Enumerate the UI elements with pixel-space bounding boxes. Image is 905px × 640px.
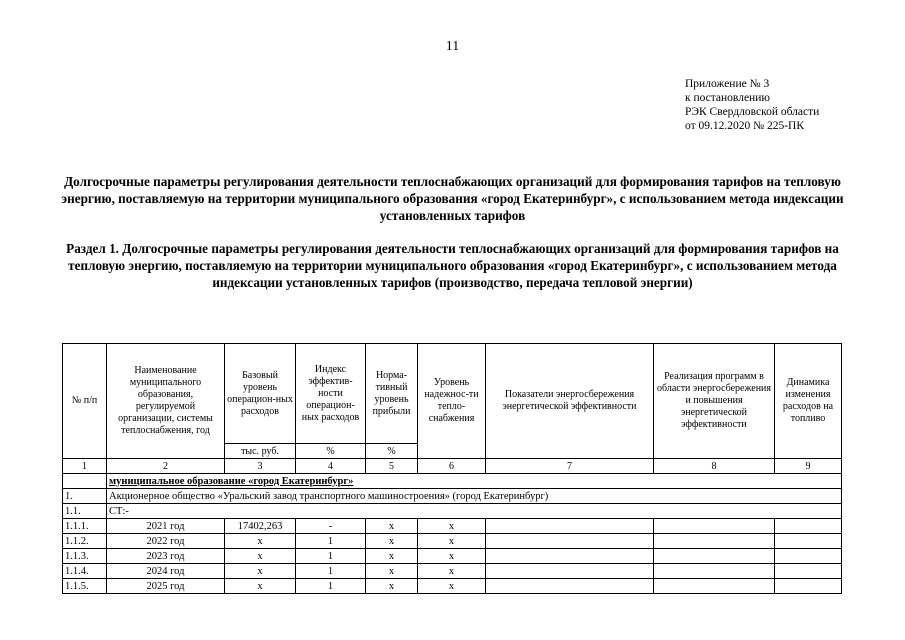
row-base-opex: х bbox=[225, 564, 296, 579]
table-row bbox=[63, 564, 842, 579]
row-base-opex: х bbox=[225, 579, 296, 594]
header-programs: Реализация программ в области энергосбережения и повышения энергетической эффективности bbox=[654, 344, 775, 459]
column-number: 1 bbox=[63, 459, 107, 474]
header-fuel-dynamics: Динамика изменения расходов на топливо bbox=[775, 344, 842, 459]
header-energy-saving: Показатели энергосбережения энергетической эффективности bbox=[486, 344, 654, 459]
row-number: 1.1.5. bbox=[63, 579, 107, 594]
header-efficiency-index: Индекс эффектив-ности операцион-ных расходов bbox=[296, 344, 366, 444]
row-reliability: х bbox=[418, 534, 486, 549]
row-reliability: х bbox=[418, 564, 486, 579]
row-year: 2025 год bbox=[107, 579, 225, 594]
row-year: 2022 год bbox=[107, 534, 225, 549]
unit-base-opex: тыс. руб. bbox=[225, 444, 296, 459]
appendix-line: от 09.12.2020 № 225-ПК bbox=[685, 120, 805, 132]
column-number: 3 bbox=[225, 459, 296, 474]
document-title: Долгосрочные параметры регулирования деятельности теплоснабжающих организаций для формирования тарифов на тепловую энергию, поставляемую на территории муниципального образования «город Екатеринбург», с использованием метода индексации установленных тарифов bbox=[61, 174, 844, 223]
row-number: 1.1.3. bbox=[63, 549, 107, 564]
row-efficiency-index: 1 bbox=[296, 534, 366, 549]
header-reliability: Уровень надежнос-ти тепло-снабжения bbox=[418, 344, 486, 459]
unit-efficiency-index: % bbox=[296, 444, 366, 459]
row-profit-level: х bbox=[366, 519, 418, 534]
row-reliability: х bbox=[418, 549, 486, 564]
org-name: Акционерное общество «Уральский завод транспортного машиностроения» (город Екатеринбург) bbox=[107, 489, 842, 504]
row-reliability: х bbox=[418, 519, 486, 534]
table-row bbox=[63, 579, 842, 594]
column-number: 7 bbox=[486, 459, 654, 474]
row-efficiency-index: 1 bbox=[296, 549, 366, 564]
column-number: 8 bbox=[654, 459, 775, 474]
row-year: 2021 год bbox=[107, 519, 225, 534]
column-number: 4 bbox=[296, 459, 366, 474]
appendix-line: к постановлению bbox=[685, 92, 770, 104]
row-number: 1.1.2. bbox=[63, 534, 107, 549]
table-row bbox=[63, 534, 842, 549]
row-efficiency-index: 1 bbox=[296, 579, 366, 594]
row-profit-level: х bbox=[366, 549, 418, 564]
appendix-line: Приложение № 3 bbox=[685, 78, 770, 90]
row-base-opex: х bbox=[225, 534, 296, 549]
row-year: 2023 год bbox=[107, 549, 225, 564]
row-base-opex: х bbox=[225, 549, 296, 564]
header-profit-level: Норма-тивный уровень прибыли bbox=[366, 344, 418, 444]
row-year: 2024 год bbox=[107, 564, 225, 579]
system-number: 1.1. bbox=[63, 504, 107, 519]
municipality-row: муниципальное образование «город Екатеринбург» bbox=[107, 474, 842, 489]
row-base-opex: 17402,263 bbox=[225, 519, 296, 534]
header-name: Наименование муниципального образования, регулируемой организации, системы теплоснабжения, год bbox=[107, 344, 225, 459]
row-reliability: х bbox=[418, 579, 486, 594]
section-title: Раздел 1. Долгосрочные параметры регулирования деятельности теплоснабжающих организаций для формирования тарифов на тепловую энергию, поставляемую на территории муниципального образования «город Екатеринбург», с использованием метода индексации установленных тарифов (производство, передача тепловой энергии) bbox=[66, 241, 839, 290]
row-profit-level: х bbox=[366, 534, 418, 549]
appendix-line: РЭК Свердловской области bbox=[685, 106, 820, 118]
unit-profit-level: % bbox=[366, 444, 418, 459]
column-number: 5 bbox=[366, 459, 418, 474]
column-number: 6 bbox=[418, 459, 486, 474]
row-profit-level: х bbox=[366, 579, 418, 594]
row-profit-level: х bbox=[366, 564, 418, 579]
header-base-opex: Базовый уровень операцион-ных расходов bbox=[225, 344, 296, 444]
appendix-block bbox=[685, 77, 819, 133]
row-number: 1.1.4. bbox=[63, 564, 107, 579]
row-efficiency-index: 1 bbox=[296, 564, 366, 579]
table-row bbox=[63, 549, 842, 564]
row-number: 1.1.1. bbox=[63, 519, 107, 534]
parameters-table bbox=[62, 343, 842, 594]
header-number: № п/п bbox=[63, 344, 107, 459]
table-row bbox=[63, 519, 842, 534]
row-efficiency-index: - bbox=[296, 519, 366, 534]
page-number: 11 bbox=[445, 39, 460, 54]
column-number: 9 bbox=[775, 459, 842, 474]
system-name: СТ:- bbox=[107, 504, 842, 519]
org-number: 1. bbox=[63, 489, 107, 504]
column-number: 2 bbox=[107, 459, 225, 474]
